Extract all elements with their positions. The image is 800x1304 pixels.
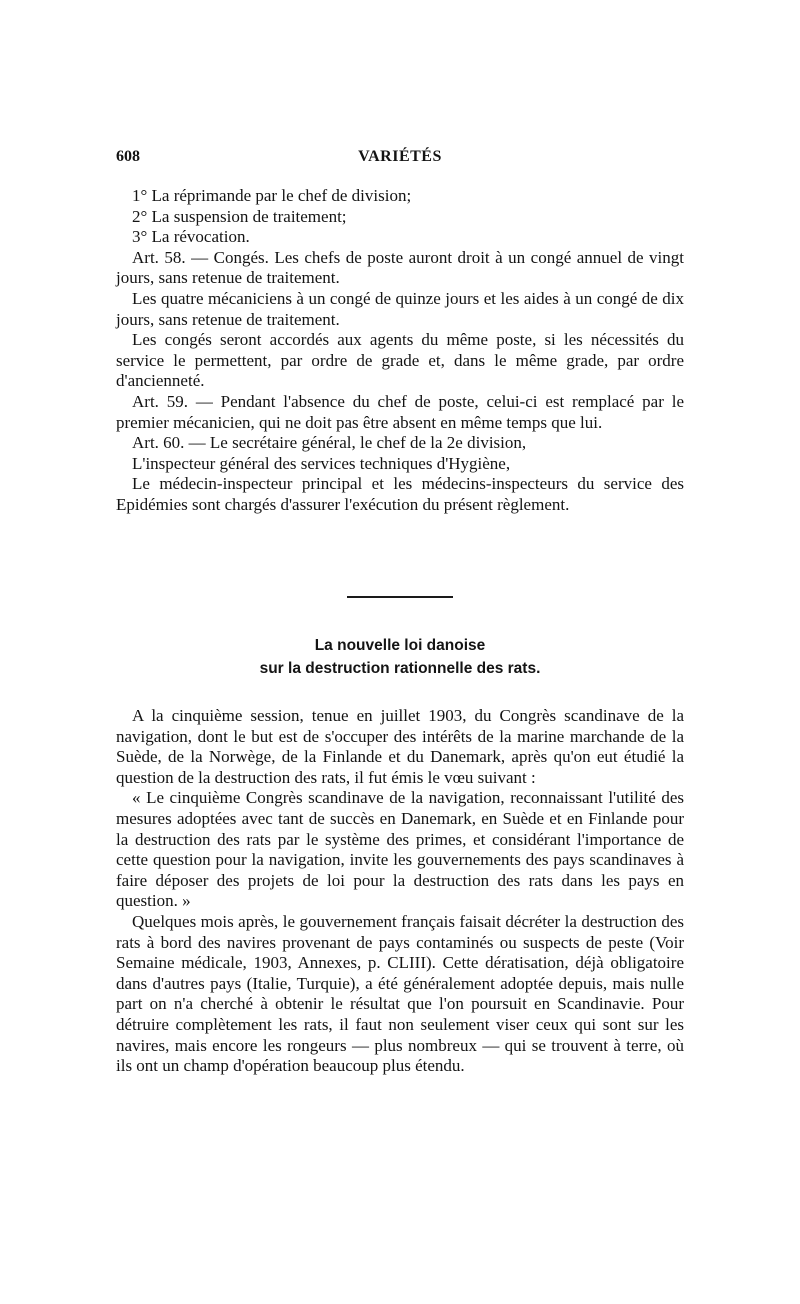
paragraph: Le médecin-inspecteur principal et les médecins-inspecteurs du service des Epidémies sont chargés d'assurer l'exécution du présent règlement. — [116, 474, 684, 514]
paragraph: Quelques mois après, le gouvernement français faisait décréter la destruction des rats à bord des navires provenant de pays contaminés ou suspects de peste (Voir Semaine médicale, 1903, Annexes, p. CLIII). Cette dératisation, déjà obligatoire dans d'autres pays (Italie, Turquie), a été généralement adoptée depuis, mais nulle part on n'a cherché à obtenir le résultat que l'on poursuit en Scandinavie. Pour détruire complètement les rats, il faut non seulement viser ceux qui sont sur les navires, mais encore les rongeurs — plus nombreux — qui se trouvent à terre, où ils ont un champ d'opération beaucoup plus étendu. — [116, 911, 684, 1076]
section-title — [116, 634, 684, 680]
list-item: 1° La réprimande par le chef de division; — [132, 186, 412, 205]
paragraph: A la cinquième session, tenue en juillet 1903, du Congrès scandinave de la navigation, dont le but est de s'occuper des intérêts de la marine marchande de la Suède, de la Norwège, de la Finlande et du Danemark, après qu'on eut étudié la question de la destruction des rats, il fut émis le vœu suivant : — [116, 706, 684, 787]
running-title: VARIÉTÉS — [358, 148, 442, 165]
paragraph: Les quatre mécaniciens à un congé de quinze jours et les aides à un congé de dix jours, sans retenue de traitement. — [116, 288, 684, 329]
list-item: 3° La révocation. — [132, 227, 250, 247]
paragraph: Art. 59. — Pendant l'absence du chef de poste, celui-ci est remplacé par le premier mécanicien, qui ne doit pas être absent en même temps que lui. — [116, 391, 684, 432]
regulation-text — [116, 186, 684, 516]
page-header — [116, 148, 684, 170]
paragraph: « Le cinquième Congrès scandinave de la navigation, reconnaissant l'utilité des mesures adoptées avec tant de succès en Danemark, en Suède et en Finlande pour la destruction des rats par le système des primes, et considérant l'importance de cette question pour la navigation, invite les gouvernements des pays scandinaves à faire déposer des projets de loi pour la destruction des rats dans les pays en question. » — [116, 788, 684, 911]
section-title-line: La nouvelle loi danoise — [314, 637, 486, 654]
article-body — [116, 706, 684, 1077]
list-item: 2° La suspension de traitement; — [132, 206, 347, 226]
section-title-line: sur la destruction rationnelle des rats. — [259, 660, 541, 677]
paragraph: Art. 60. — Le secrétaire général, le chef de la 2e division, — [132, 433, 527, 453]
section-divider — [347, 596, 453, 598]
paragraph: Les congés seront accordés aux agents du même poste, si les nécessités du service le permettent, par ordre de grade et, dans le même grade, par ordre d'ancienneté. — [116, 330, 684, 391]
page-number: 608 — [116, 148, 140, 165]
paragraph: Art. 58. — Congés. Les chefs de poste auront droit à un congé annuel de vingt jours, sans retenue de traitement. — [116, 247, 684, 288]
paragraph: L'inspecteur général des services techniques d'Hygiène, — [132, 453, 511, 473]
